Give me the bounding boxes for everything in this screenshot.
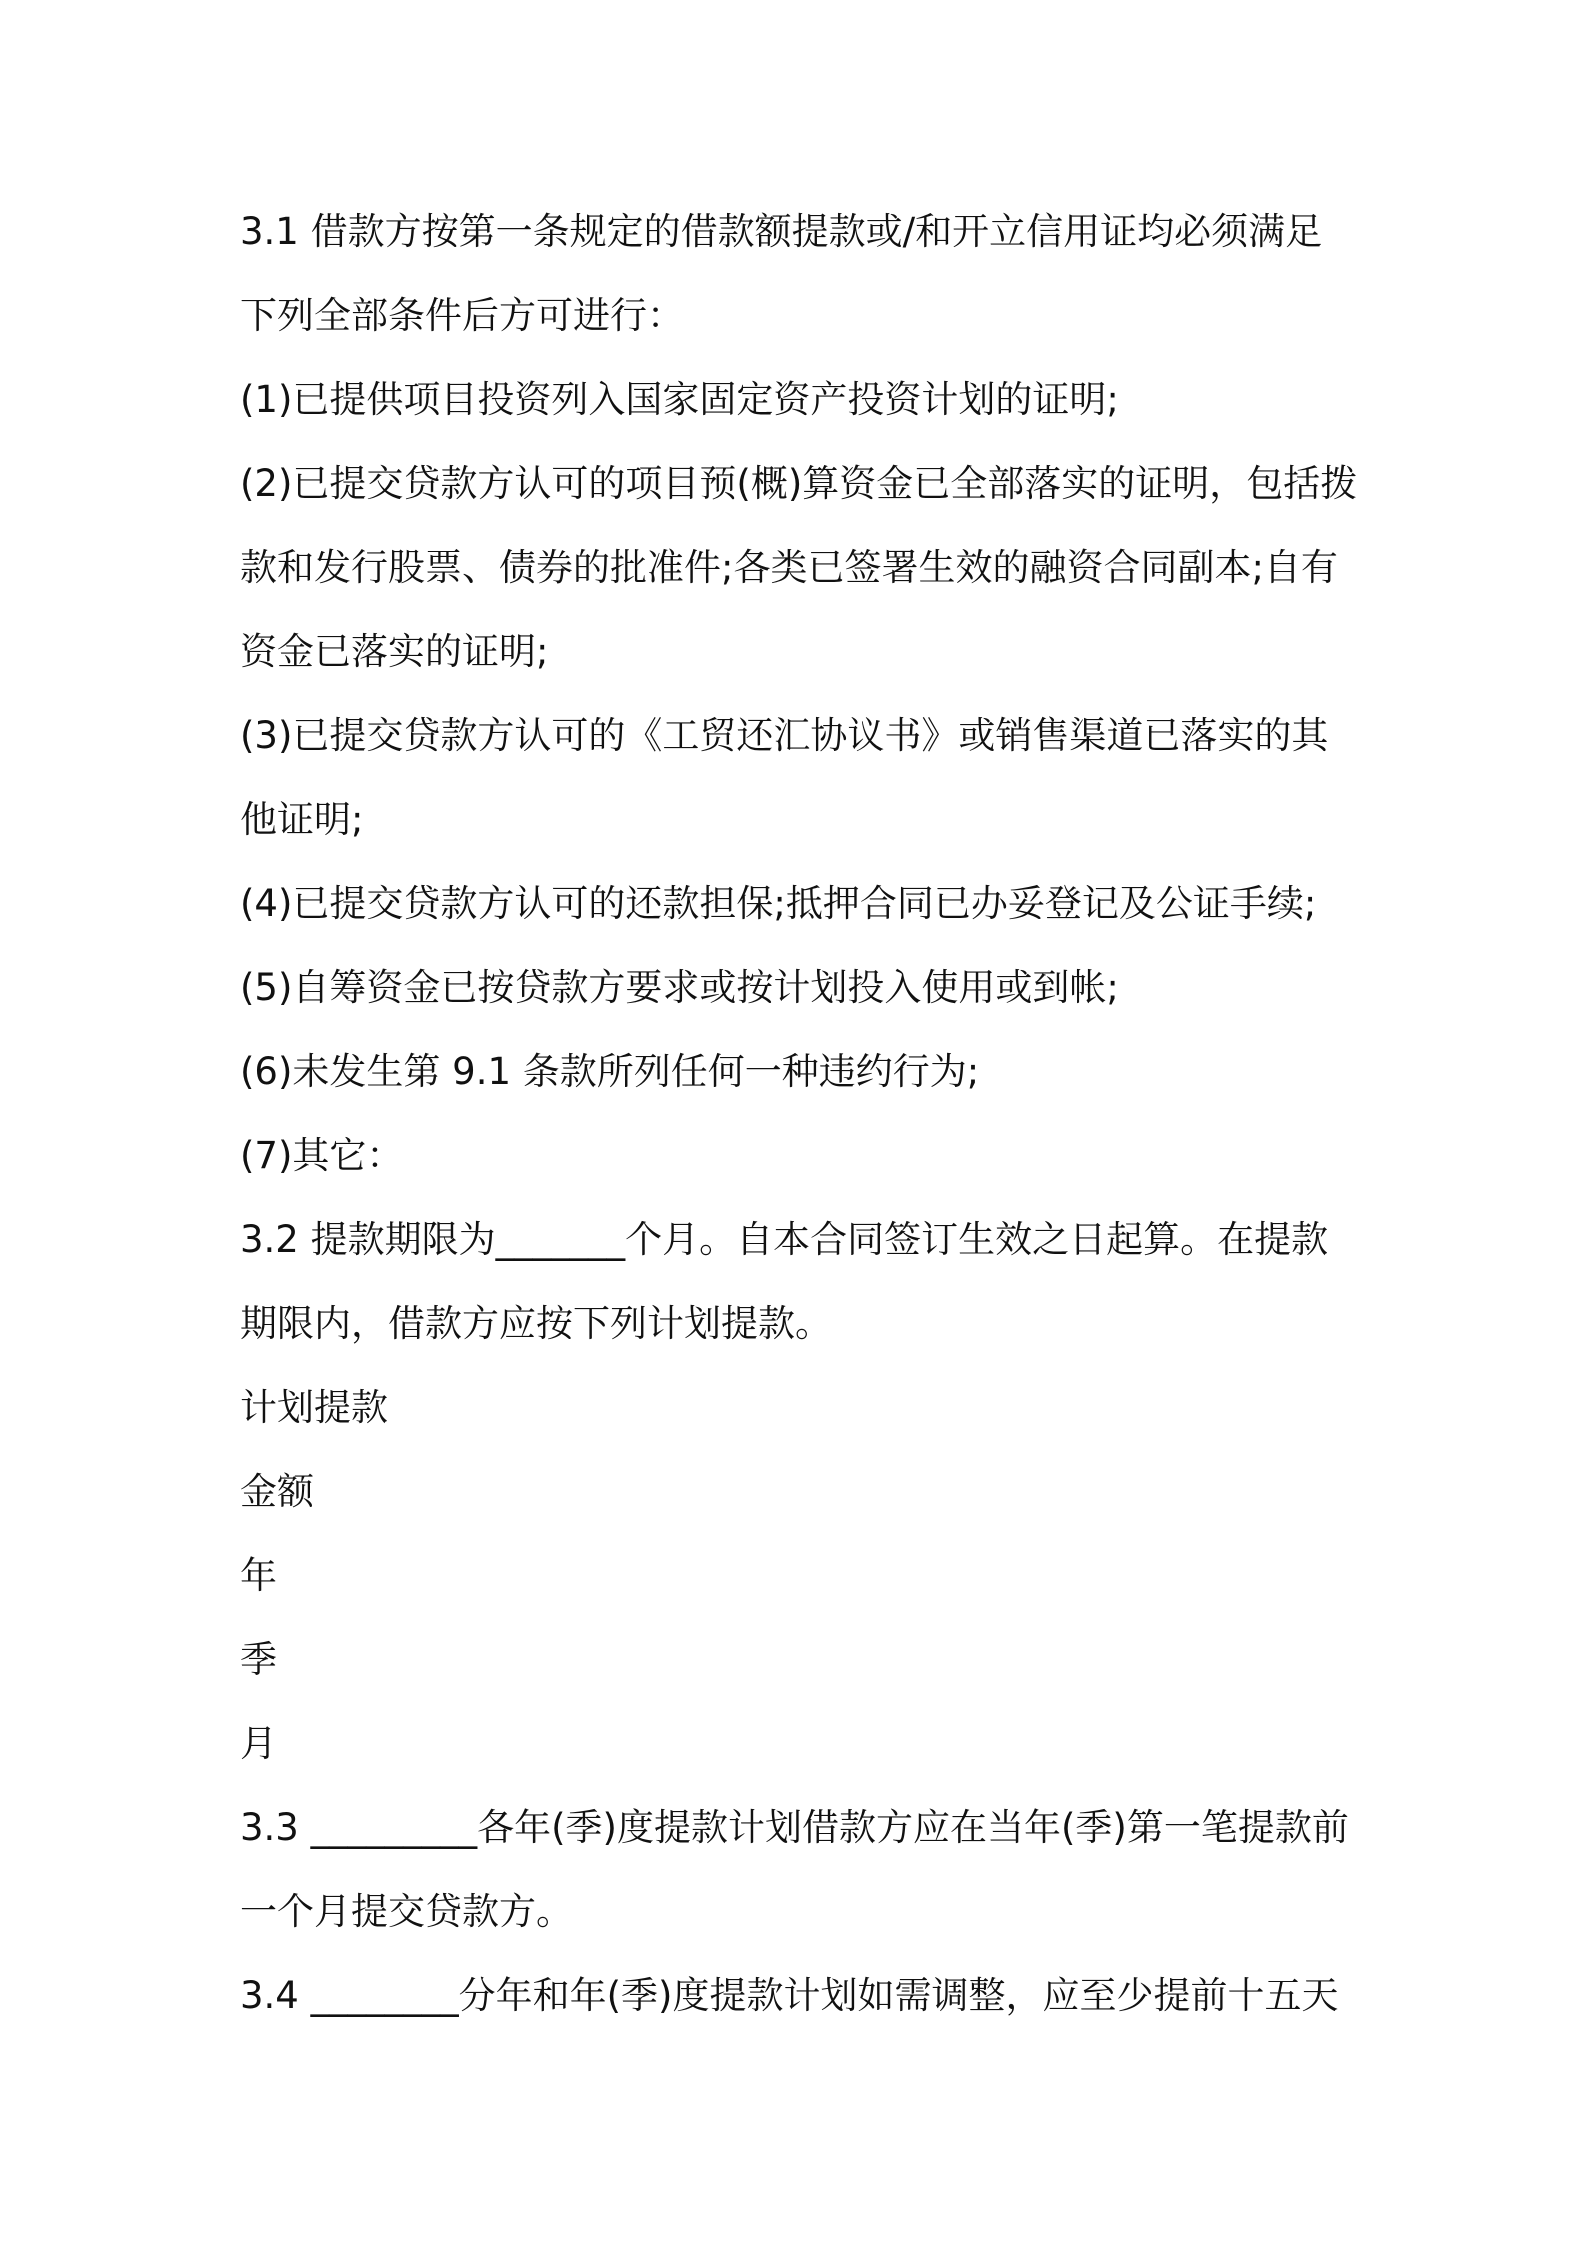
text-line-1: 3.1 借款方按第一条规定的借款额提款或/和开立信用证均必须满足 xyxy=(240,210,1323,253)
text-line-20: 3.3 _________各年(季)度提款计划借款方应在当年(季)第一笔提款前 xyxy=(240,1806,1349,1849)
text-line-19: 月 xyxy=(240,1722,277,1765)
text-line-4: (2)已提交贷款方认可的项目预(概)算资金已全部落实的证明，包括拨 xyxy=(240,462,1358,505)
text-line-6: 资金已落实的证明; xyxy=(240,630,549,673)
text-line-21: 一个月提交贷款方。 xyxy=(240,1890,573,1933)
document-body xyxy=(240,190,1360,2038)
text-line-11: (6)未发生第 9.1 条款所列任何一种违约行为; xyxy=(240,1050,980,1093)
text-line-14: 期限内，借款方应按下列计划提款。 xyxy=(240,1302,832,1345)
text-line-22: 3.4 ________分年和年(季)度提款计划如需调整，应至少提前十五天 xyxy=(240,1974,1339,2017)
text-line-9: (4)已提交贷款方认可的还款担保;抵押合同已办妥登记及公证手续; xyxy=(240,882,1317,925)
text-line-10: (5)自筹资金已按贷款方要求或按计划投入使用或到帐; xyxy=(240,966,1119,1009)
text-line-15: 计划提款 xyxy=(240,1386,388,1429)
text-line-8: 他证明; xyxy=(240,798,364,841)
text-line-18: 季 xyxy=(240,1638,277,1681)
text-line-12: (7)其它： xyxy=(240,1134,404,1177)
text-line-13: 3.2 提款期限为_______个月。自本合同签订生效之日起算。在提款 xyxy=(240,1218,1329,1261)
text-line-5: 款和发行股票、债券的批准件;各类已签署生效的融资合同副本;自有 xyxy=(240,546,1338,589)
text-line-7: (3)已提交贷款方认可的《工贸还汇协议书》或销售渠道已落实的其 xyxy=(240,714,1329,757)
text-line-2: 下列全部条件后方可进行： xyxy=(240,294,684,337)
text-line-17: 年 xyxy=(240,1554,277,1597)
text-line-16: 金额 xyxy=(240,1470,314,1513)
text-line-3: (1)已提供项目投资列入国家固定资产投资计划的证明; xyxy=(240,378,1119,421)
